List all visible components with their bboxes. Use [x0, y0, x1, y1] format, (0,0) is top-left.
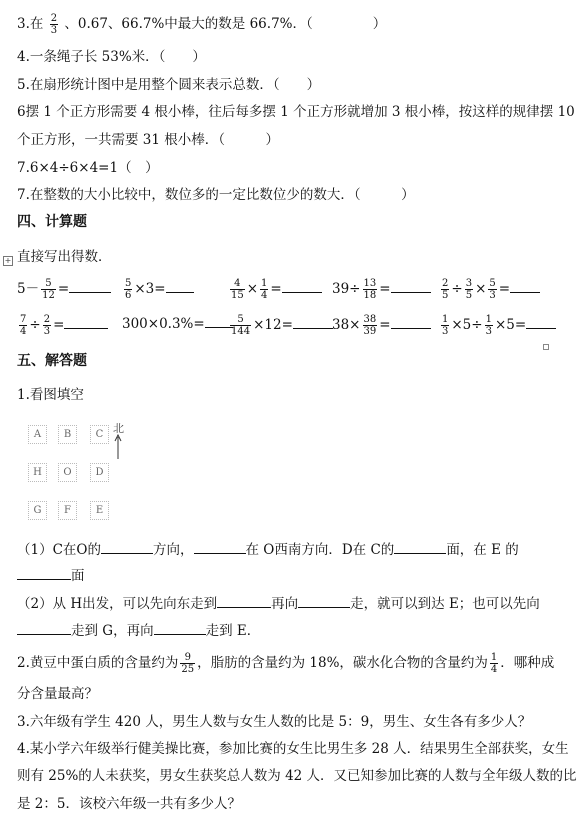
question-2: 2.黄豆中蛋白质的含量约为 $\frac{9}{25}$ ，脂肪的含量约为 18%，碳水化合物的含量约为 $\frac{1}{4}$ ．哪种成 [17, 652, 555, 675]
calc-intro: 直接写出得数． [17, 249, 112, 265]
table-resize-handle-icon[interactable] [543, 344, 549, 350]
calc-item: 5－ $\frac{5}{12}$ = [17, 278, 111, 301]
question-6-cont: 个正方形，一共需要 31 根小棒．（ ） [17, 132, 280, 148]
calc-item: $\frac{5}{6}$ ×3= [122, 278, 194, 301]
answer-blank[interactable] [194, 540, 246, 554]
question-5: 5.在扇形统计图中是用整个圆来表示总数．（ ） [17, 77, 321, 93]
grid-cell-f: F [58, 501, 77, 520]
fraction: $\frac{2}{3}$ [50, 13, 58, 36]
answer-blank[interactable] [17, 621, 71, 635]
question-3-solve: 3.六年级有学生 420 人，男生人数与女生人数的比是 5：9，男生、女生各有多少人？ [17, 714, 532, 730]
grid-cell-g: G [28, 501, 47, 520]
answer-blank[interactable] [510, 279, 540, 293]
question-7b: 7.在整数的大小比较中，数位多的一定比数位少的数大．（ ） [17, 187, 415, 203]
question-7a: 7.6×4÷6×4=1（ ） [17, 160, 159, 176]
answer-blank[interactable] [282, 279, 322, 293]
question-6: 6摆 1 个正方形需要 4 根小棒，往后每多摆 1 个正方形就增加 3 根小棒，按这样的规律摆 10 [17, 104, 575, 120]
calc-item: $\frac{5}{144}$ ×12= [228, 314, 333, 337]
answer-blank[interactable] [64, 315, 108, 329]
answer-blank[interactable] [154, 621, 206, 635]
answer-blank[interactable] [391, 315, 431, 329]
grid-cell-c: C [90, 425, 109, 444]
answer-blank[interactable] [166, 279, 194, 293]
answer-blank[interactable] [394, 540, 446, 554]
north-label: 北 [113, 422, 124, 435]
calc-item: 300×0.3%= [122, 314, 233, 334]
north-arrow-icon [113, 434, 123, 460]
answer-blank[interactable] [69, 279, 111, 293]
question-1-1-cont: 面 [17, 566, 85, 586]
calc-item: $\frac{1}{3}$ ×5÷ $\frac{1}{3}$ ×5= [439, 314, 556, 337]
question-1-1: （1）C在O的 方向， 在 O西南方向．D在 C的 面，在 E 的 [17, 542, 519, 558]
grid-cell-h: H [28, 463, 47, 482]
question-4-solve-end: 是 2：5．该校六年级一共有多少人？ [17, 796, 241, 812]
grid-cell-o: O [58, 463, 77, 482]
question-2-cont: 分含量最高？ [17, 686, 98, 702]
question-4-solve: 4.某小学六年级举行健美操比赛，参加比赛的女生比男生多 28 人．结果男生全部获奖，女生 [17, 741, 569, 757]
grid-cell-d: D [90, 463, 109, 482]
answer-blank[interactable] [391, 279, 431, 293]
grid-cell-e: E [90, 501, 109, 520]
answer-blank[interactable] [526, 315, 556, 329]
question-3: 3.在 $\frac{2}{3}$ 、0.67、66.7%中最大的数是 66.7%．（ ） [17, 13, 387, 36]
calc-item: $\frac{7}{4}$ ÷ $\frac{2}{3}$ = [17, 314, 108, 337]
calc-item: $\frac{4}{15}$ × $\frac{1}{4}$ = [228, 278, 322, 301]
table-move-handle-icon[interactable]: + [4, 256, 12, 265]
question-4-solve-cont: 则有 25%的人未获奖，男女生获奖总人数为 42 人．又已知参加比赛的人数与全年级人数的比 [17, 768, 577, 784]
grid-cell-a: A [28, 425, 47, 444]
answer-blank[interactable] [293, 315, 333, 329]
section-heading-answers: 五、解答题 [17, 353, 87, 369]
calc-item: $\frac{2}{5}$ ÷ $\frac{3}{5}$ × $\frac{5}{3}$ = [439, 278, 540, 301]
direction-grid-figure [25, 420, 135, 525]
answer-blank[interactable] [17, 566, 71, 580]
answer-blank[interactable] [298, 594, 350, 608]
question-4: 4.一条绳子长 53%米．（ ） [17, 49, 206, 65]
question-1-2: （2）从 H出发，可以先向东走到 再向 走，就可以到达 E；也可以先向 [17, 596, 540, 612]
calc-item: 39÷ $\frac{13}{18}$ = [332, 278, 431, 301]
question-1-title: 1.看图填空 [17, 387, 84, 403]
answer-blank[interactable] [101, 540, 153, 554]
grid-cell-b: B [58, 425, 77, 444]
section-heading-calc: 四、计算题 [17, 214, 87, 230]
question-1-2-cont: 走到 G，再向 走到 E． [17, 621, 260, 641]
calc-item: 38× $\frac{38}{39}$ = [332, 314, 431, 337]
answer-blank[interactable] [217, 594, 271, 608]
